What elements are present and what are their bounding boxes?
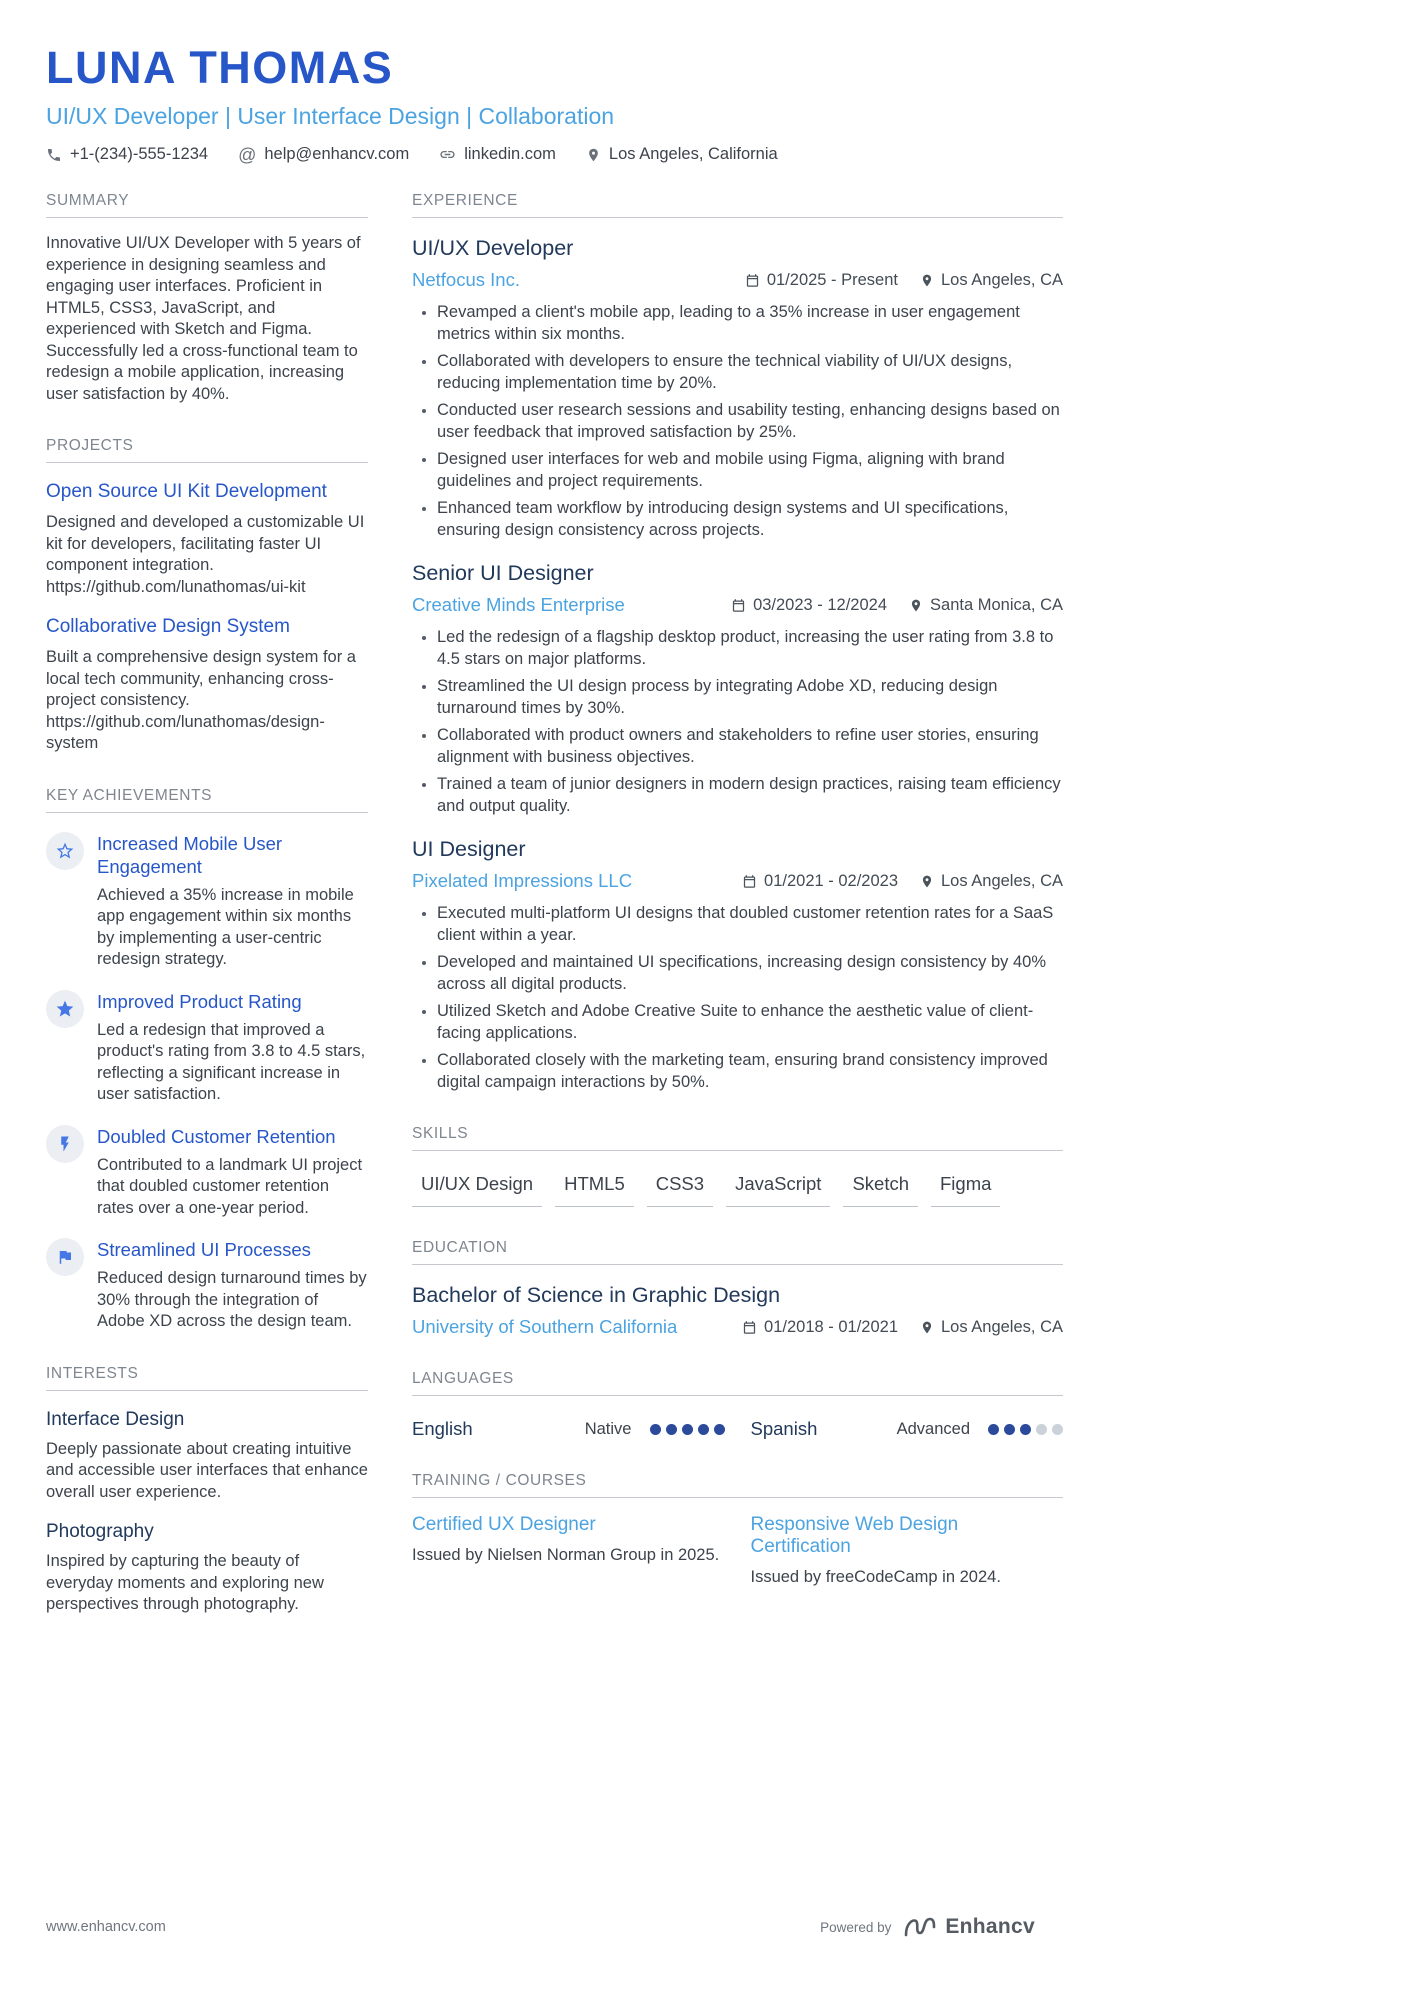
project-item bbox=[46, 481, 368, 598]
job-dates-text: 01/2025 - Present bbox=[766, 270, 898, 289]
interest-title: Photography bbox=[46, 1521, 154, 1542]
left-column bbox=[46, 192, 368, 1648]
email-icon: @ bbox=[238, 144, 257, 165]
language-rating bbox=[988, 1424, 1063, 1435]
section-summary bbox=[46, 192, 368, 405]
powered-by-label: Powered by bbox=[820, 1919, 892, 1935]
experience-entry bbox=[412, 837, 1063, 1093]
star-outline-icon bbox=[46, 832, 84, 870]
achievements-label: KEY ACHIEVEMENTS bbox=[46, 787, 368, 813]
skill-item: JavaScript bbox=[726, 1173, 830, 1207]
course-title: Certified UX Designer bbox=[412, 1514, 596, 1535]
bullet-item: • Utilized Sketch and Adobe Creative Suite to enhance the aesthetic value of client-facing applications. bbox=[437, 1001, 1063, 1044]
project-title: Collaborative Design System bbox=[46, 616, 290, 637]
right-column bbox=[412, 192, 1063, 1648]
rating-dot bbox=[1036, 1424, 1047, 1435]
section-achievements bbox=[46, 787, 368, 1333]
section-experience bbox=[412, 192, 1063, 1093]
projects-label: PROJECTS bbox=[46, 437, 368, 463]
skill-item: Sketch bbox=[843, 1173, 918, 1207]
location-icon bbox=[920, 1320, 934, 1335]
achievement-text: Led a redesign that improved a product's rating from 3.8 to 4.5 stars, reflecting a significant increase in user satisfaction. bbox=[97, 1020, 366, 1103]
job-location-text: Santa Monica, CA bbox=[930, 595, 1063, 614]
enhancv-logo bbox=[903, 1915, 1035, 1939]
course-item bbox=[412, 1514, 725, 1589]
contact-phone[interactable] bbox=[46, 145, 208, 164]
language-level: Native bbox=[584, 1419, 632, 1438]
achievement-text: Contributed to a landmark UI project that doubled customer retention rates over a one-year period. bbox=[97, 1155, 363, 1217]
interest-item bbox=[46, 1521, 368, 1616]
language-rating bbox=[650, 1424, 725, 1435]
job-location bbox=[920, 271, 1063, 290]
company-name: Creative Minds Enterprise bbox=[412, 594, 625, 615]
project-title: Open Source UI Kit Development bbox=[46, 481, 327, 502]
project-url[interactable]: https://github.com/lunathomas/design-system bbox=[46, 712, 325, 752]
job-dates bbox=[742, 872, 898, 891]
contact-linkedin[interactable] bbox=[439, 145, 556, 164]
experience-entry bbox=[412, 236, 1063, 541]
interest-title: Interface Design bbox=[46, 1408, 185, 1430]
job-title: UI/UX Developer bbox=[412, 236, 574, 260]
job-bullets bbox=[412, 903, 1063, 1093]
section-languages bbox=[412, 1370, 1063, 1440]
job-dates-text: 01/2021 - 02/2023 bbox=[764, 871, 898, 890]
section-courses bbox=[412, 1472, 1063, 1589]
skill-item: Figma bbox=[931, 1173, 1000, 1207]
skills-label: SKILLS bbox=[412, 1125, 1063, 1151]
courses-list bbox=[412, 1498, 1063, 1589]
lightning-icon bbox=[46, 1125, 84, 1163]
section-skills bbox=[412, 1125, 1063, 1207]
language-entry bbox=[751, 1418, 1064, 1440]
job-meta bbox=[412, 870, 1063, 892]
course-text: Issued by Nielsen Norman Group in 2025. bbox=[412, 1546, 720, 1564]
rating-dot bbox=[1052, 1424, 1063, 1435]
rating-dot bbox=[682, 1424, 693, 1435]
experience-label: EXPERIENCE bbox=[412, 192, 1063, 218]
job-title: UI Designer bbox=[412, 837, 526, 861]
job-dates bbox=[745, 271, 898, 290]
courses-label: TRAINING / COURSES bbox=[412, 1472, 1063, 1498]
rating-dot bbox=[1004, 1424, 1015, 1435]
interests-label: INTERESTS bbox=[46, 1365, 368, 1391]
summary-label: SUMMARY bbox=[46, 192, 368, 218]
candidate-name: LUNA THOMAS bbox=[46, 42, 394, 93]
rating-dot bbox=[1020, 1424, 1031, 1435]
job-location bbox=[920, 872, 1063, 891]
bullet-item: • Conducted user research sessions and usability testing, enhancing designs based on user feedback that improved satisfaction by 25%. bbox=[437, 400, 1063, 443]
link-icon bbox=[439, 146, 456, 163]
project-url[interactable]: https://github.com/lunathomas/ui-kit bbox=[46, 577, 306, 596]
enhancv-logo-mark bbox=[903, 1915, 937, 1939]
location-icon bbox=[909, 598, 923, 613]
location-icon bbox=[920, 273, 934, 288]
rating-dot bbox=[714, 1424, 725, 1435]
calendar-icon bbox=[742, 1320, 757, 1335]
bullet-item: • Developed and maintained UI specifications, increasing design consistency by 40% across all digital products. bbox=[437, 952, 1063, 995]
resume-columns bbox=[46, 192, 1063, 1648]
contact-location bbox=[586, 145, 778, 164]
powered-by bbox=[820, 1915, 1035, 1939]
interest-text: Deeply passionate about creating intuitive and accessible user interfaces that enhance overall user experience. bbox=[46, 1439, 368, 1501]
rating-dot bbox=[988, 1424, 999, 1435]
degree-title: Bachelor of Science in Graphic Design bbox=[412, 1283, 781, 1307]
course-text: Issued by freeCodeCamp in 2024. bbox=[750, 1568, 1001, 1586]
project-item bbox=[46, 616, 368, 755]
calendar-icon bbox=[742, 874, 757, 889]
job-dates bbox=[731, 596, 887, 615]
achievement-item bbox=[46, 1125, 368, 1220]
achievement-text: Reduced design turnaround times by 30% through the integration of Adobe XD across the design team. bbox=[97, 1269, 367, 1330]
education-dates-text: 01/2018 - 01/2021 bbox=[764, 1317, 898, 1336]
section-interests bbox=[46, 1365, 368, 1616]
achievement-title: Doubled Customer Retention bbox=[97, 1125, 336, 1147]
job-location-text: Los Angeles, CA bbox=[941, 871, 1063, 890]
candidate-headline: UI/UX Developer | User Interface Design | Collaboration bbox=[46, 103, 615, 129]
education-label: EDUCATION bbox=[412, 1239, 1063, 1265]
languages-list bbox=[412, 1418, 1063, 1440]
achievement-text: Achieved a 35% increase in mobile app engagement within six months by implementing a user-centric redesign strategy. bbox=[97, 885, 354, 968]
flag-icon bbox=[46, 1238, 84, 1276]
rating-dot bbox=[666, 1424, 677, 1435]
company-name: Netfocus Inc. bbox=[412, 269, 520, 290]
location-icon bbox=[586, 147, 601, 163]
skill-item: UI/UX Design bbox=[412, 1173, 542, 1207]
brand-name: Enhancv bbox=[945, 1915, 1035, 1938]
contact-linkedin-text: linkedin.com bbox=[464, 145, 556, 163]
rating-dot bbox=[650, 1424, 661, 1435]
calendar-icon bbox=[745, 273, 760, 288]
footer-website[interactable]: www.enhancv.com bbox=[46, 1919, 166, 1935]
job-location bbox=[909, 596, 1063, 615]
bullet-item: • Revamped a client's mobile app, leading to a 35% increase in user engagement metrics within six months. bbox=[437, 302, 1063, 345]
bullet-item: • Streamlined the UI design process by integrating Adobe XD, reducing design turnaround times by 30%. bbox=[437, 676, 1063, 719]
job-bullets bbox=[412, 627, 1063, 817]
achievement-title: Improved Product Rating bbox=[97, 990, 302, 1012]
contact-phone-text: +1-(234)-555-1234 bbox=[70, 145, 209, 163]
interest-item bbox=[46, 1409, 368, 1504]
education-location-text: Los Angeles, CA bbox=[941, 1317, 1063, 1336]
school-name: University of Southern California bbox=[412, 1316, 678, 1337]
skills-list bbox=[412, 1173, 1063, 1207]
project-description: Built a comprehensive design system for a local tech community, enhancing cross-project consistency. bbox=[46, 648, 356, 709]
language-level: Advanced bbox=[896, 1419, 970, 1438]
job-bullets bbox=[412, 302, 1063, 541]
experience-entry bbox=[412, 561, 1063, 817]
section-education bbox=[412, 1239, 1063, 1338]
bullet-item: • Trained a team of junior designers in modern design practices, raising team efficiency and output quality. bbox=[437, 774, 1063, 817]
job-meta bbox=[412, 269, 1063, 291]
course-item bbox=[751, 1514, 1064, 1589]
section-projects bbox=[46, 437, 368, 755]
rating-dot bbox=[698, 1424, 709, 1435]
phone-icon bbox=[46, 147, 62, 163]
achievement-item bbox=[46, 832, 368, 971]
calendar-icon bbox=[731, 598, 746, 613]
course-title: Responsive Web Design Certification bbox=[750, 1514, 959, 1557]
contact-email-text: help@enhancv.com bbox=[264, 145, 410, 163]
education-meta bbox=[412, 1316, 1063, 1338]
job-meta bbox=[412, 594, 1063, 616]
skill-item: CSS3 bbox=[647, 1173, 713, 1207]
achievement-title: Increased Mobile User Engagement bbox=[97, 832, 283, 877]
languages-label: LANGUAGES bbox=[412, 1370, 1063, 1396]
contact-email[interactable] bbox=[238, 145, 409, 164]
skill-item: HTML5 bbox=[555, 1173, 634, 1207]
language-entry bbox=[412, 1418, 725, 1440]
page-footer bbox=[46, 1915, 1035, 1939]
location-icon bbox=[920, 874, 934, 889]
company-name: Pixelated Impressions LLC bbox=[412, 870, 633, 891]
achievement-item bbox=[46, 990, 368, 1106]
language-name: Spanish bbox=[750, 1418, 818, 1439]
resume-header bbox=[46, 42, 1063, 164]
education-dates bbox=[742, 1318, 898, 1337]
job-dates-text: 03/2023 - 12/2024 bbox=[753, 595, 888, 614]
project-description: Designed and developed a customizable UI kit for developers, facilitating faster UI component integration. bbox=[46, 513, 365, 574]
bullet-item: • Designed user interfaces for web and mobile using Figma, aligning with brand guidelines and project requirements. bbox=[437, 449, 1063, 492]
contact-bar bbox=[46, 145, 1063, 164]
bullet-item: • Enhanced team workflow by introducing design systems and UI specifications, ensuring design consistency across projects. bbox=[437, 498, 1063, 541]
star-filled-icon bbox=[46, 990, 84, 1028]
job-location-text: Los Angeles, CA bbox=[941, 270, 1063, 289]
achievement-title: Streamlined UI Processes bbox=[97, 1239, 311, 1260]
bullet-item: • Collaborated with product owners and stakeholders to refine user stories, ensuring alignment with business objectives. bbox=[437, 725, 1063, 768]
bullet-item: • Collaborated closely with the marketing team, ensuring brand consistency improved digital campaign interactions by 50%. bbox=[437, 1050, 1063, 1093]
interest-text: Inspired by capturing the beauty of everyday moments and exploring new perspectives through photography. bbox=[46, 1552, 324, 1613]
summary-text: Innovative UI/UX Developer with 5 years of experience in designing seamless and engaging user interfaces. Proficient in HTML5, CSS3, JavaScript, and experienced with Sketch and Figma. Successfully led a cross-functional team to redesign a mobile application, increasing user satisfaction by 40%. bbox=[46, 234, 361, 403]
bullet-item: • Collaborated with developers to ensure the technical viability of UI/UX designs, reducing implementation time by 20%. bbox=[437, 351, 1063, 394]
achievement-item bbox=[46, 1238, 368, 1333]
education-location bbox=[920, 1318, 1063, 1337]
job-title: Senior UI Designer bbox=[412, 561, 594, 585]
bullet-item: • Led the redesign of a flagship desktop product, increasing the user rating from 3.8 to 4.5 stars on major platforms. bbox=[437, 627, 1063, 670]
bullet-item: • Executed multi-platform UI designs that doubled customer retention rates for a SaaS client within a year. bbox=[437, 903, 1063, 946]
language-name: English bbox=[412, 1418, 473, 1439]
contact-location-text: Los Angeles, California bbox=[608, 145, 778, 163]
